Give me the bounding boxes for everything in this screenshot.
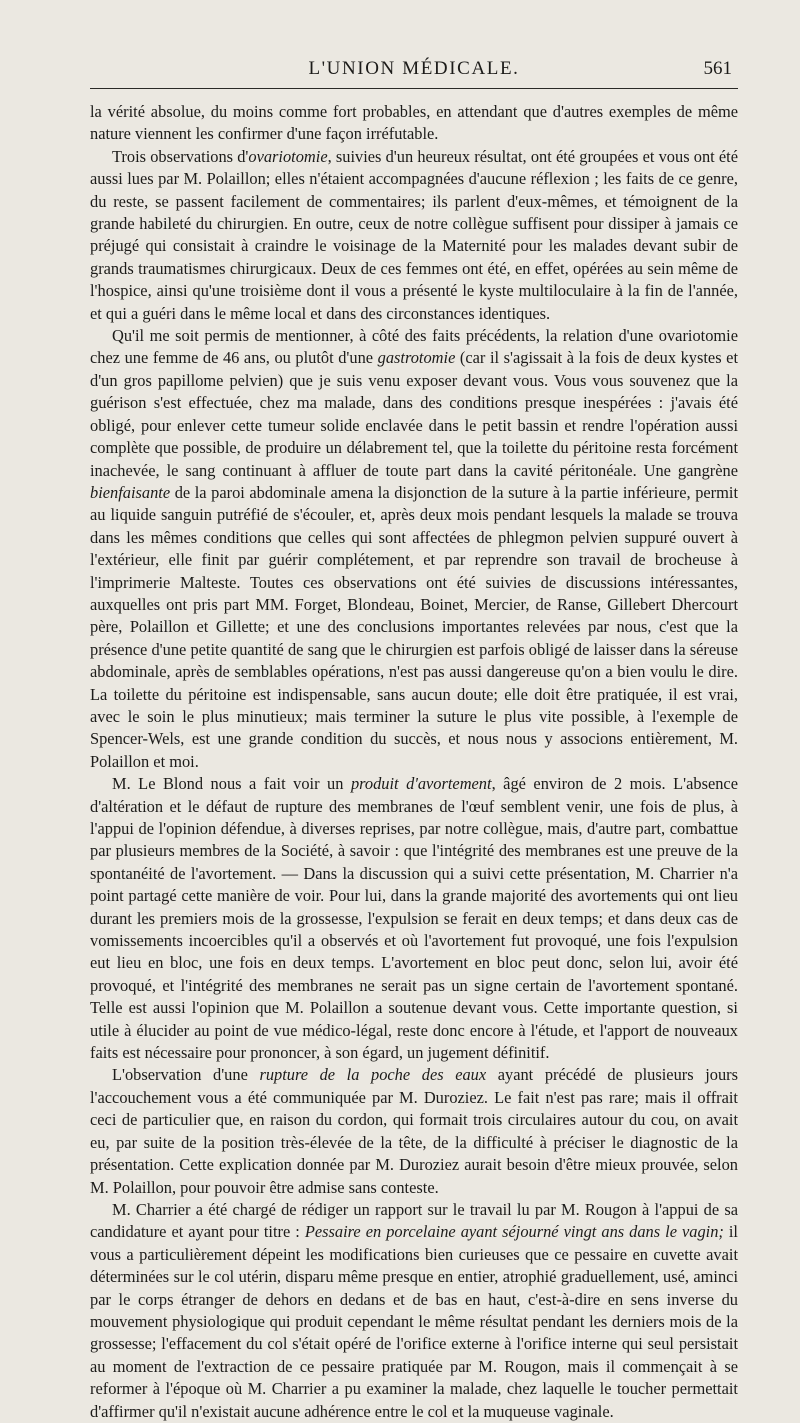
text-run: de la paroi abdominale amena la disjonction de la suture à la partie inférieure, permit au liquide sanguin putréfié de s'écouler, et, après deux mois pendant lesquels la malade se trouva dans les mêmes conditions que celles qui sont affectées de phlegmon pelvien suppuré ouvert à l'extérieur, elle finit par guérir complétement, et par reprendre son travail de brocheuse à l'imprimerie Malteste. Toutes ces observations ont été suivies de discussions intéressantes, auxquelles ont pris part MM. Forget, Blondeau, Boinet, Mercier, de Ranse, Gillebert Dhercourt père, Polaillon et Gillette; et une des conclusions importantes relevées par nous, c'est que la présence d'une petite quantité de sang que le chirurgien est parfois obligé de laisser dans la séreuse abdominale, après de semblables opérations, n'est pas aussi dangereuse qu'on a bien voulu le dire. La toilette du péritoine est indispensable, sans aucun doute; elle doit être pratiquée, il est vrai, avec le soin le plus minutieux; mais terminer la suture le plus vite possible, à l'exemple de Spencer-Wels, est une grande condition du succès, et nous nous y associons entièrement, M. Polaillon et moi. [90,482,738,771]
text-run: il vous a particulièrement dépeint les modifications bien curieuses que ce pessaire en cuvette avait déterminées sur le col utérin, disparu même presque en entier, atrophié graduellement, usé, aminci par le corps étranger de dehors en dedans et de bas en haut, c'est-à-dire en sens inverse du mouvement physiologique qui produit cependant le même résultat pendant les derniers mois de la grossesse; l'effacement du col s'était opéré de l'orifice externe à l'orifice interne qui seul persistait au moment de l'extraction de ce pessaire pratiquée par M. Rougon, mais il commençait à se reformer à l'époque où M. Charrier a pu examiner la malade, chez laquelle le toucher permettait d'affirmer qu'il n'existait aucune adhérence entre le col et la muqueuse vaginale. [90,1222,738,1421]
text-run: M. Le Blond nous a fait voir un [112,774,351,794]
paragraph [90,1199,738,1423]
italic-term: bienfaisante [90,482,171,502]
page-number: 561 [703,58,732,79]
text-run: ayant précédé de plusieurs jours l'accouchement vous a été communiquée par M. Duroziez. Le fait n'est pas rare; mais il offrait ceci de particulier que, en raison du cordon, qui formait trois circulaires autour du cou, on avait eu, par suite de la position très-élevée de la tête, de la difficulté à préciser le diagnostic de la présentation. Cette explication donnée par M. Duroziez aurait besoin d'être mieux prouvée, selon M. Polaillon, pour pouvoir être admise sans conteste. [90,1065,738,1197]
text-run: , suivies d'un heureux résultat, ont été groupées et vous ont été aussi lues par M. Polaillon; elles n'étaient accompagnées d'aucune réflexion ; les faits de ce genre, du reste, se passent facilement de commentaires; ils parlent d'eux-mêmes, et témoignent de la grande habileté du chirurgien. En outre, ceux de notre collègue suffisent pour dissiper à jamais ce préjugé qui consistait à craindre le voisinage de la Maternité pour les malades devant subir de grands traumatismes chirurgicaux. Deux de ces femmes ont été, en effet, opérées au sein même de l'hospice, ainsi qu'une troisième dont il vous a présenté le kyste multiloculaire à la fin de l'année, et qui a guéri dans le même local et dans des circonstances identiques. [90,146,738,323]
paragraph [90,1064,738,1198]
paragraph [90,146,738,325]
paragraph [90,773,738,1064]
text-run: Trois observations d' [112,146,249,166]
running-title: L'UNION MÉDICALE. [308,58,520,79]
text-run: la vérité absolue, du moins comme fort probables, en attendant que d'autres exemples de même nature viennent les confirmer d'une façon irréfutable. [90,102,738,144]
italic-term: gastrotomie [377,348,456,368]
italic-term: Pessaire en porcelaine ayant séjourné vingt ans dans le vagin; [304,1222,724,1242]
text-run: , âgé environ de 2 mois. L'absence d'altération et le défaut de rupture des membranes de l'œuf semblent venir, une fois de plus, à l'appui de l'opinion défendue, à diverses reprises, par notre collègue, mais, d'autre part, combattue par plusieurs membres de la Société, à savoir : que l'intégrité des membranes est une preuve de la spontanéité de l'avortement. — Dans la discussion qui a suivi cette présentation, M. Charrier n'a point partagé cette manière de voir. Pour lui, dans la grande majorité des avortements qui ont lieu durant les premiers mois de la grossesse, l'expulsion se ferait en deux temps; et dans deux cas de vomissements incoercibles qu'il a observés et où l'avortement fut provoqué, une fois l'expulsion eut lieu en bloc, une fois en deux temps. L'avortement en bloc peut donc, selon lui, avoir été provoqué, et l'intégrité des membranes ne serait pas un signe certain de l'avortement spontané. Telle est aussi l'opinion que M. Polaillon a soutenue devant vous. Cette importante question, si utile à élucider au point de vue médico-légal, reste donc encore à l'étude, et l'apport de nouveaux faits est nécessaire pour prononcer, à son égard, un jugement définitif. [90,774,738,1063]
italic-term: rupture de la poche des eaux [259,1065,487,1085]
italic-term: produit d'avortement [350,774,492,794]
text-run: Qu'il me soit permis de mentionner, à côté des faits précédents, la relation d'une ovariotomie chez une femme de 46 ans, ou plutôt d'une [90,326,738,368]
italic-term: ovariotomie [248,146,328,166]
page-header [90,54,738,89]
body-text [90,101,738,1423]
paragraph [90,101,738,146]
text-run: L'observation d'une [112,1065,260,1085]
paragraph [90,325,738,773]
text-run: M. Charrier a été chargé de rédiger un rapport sur le travail lu par M. Rougon à l'appui de sa candidature et ayant pour titre : [90,1199,738,1242]
text-run: (car il s'agissait à la fois de deux kystes et d'un gros papillome pelvien) que je suis venu exposer devant vous. Vous vous souvenez que la guérison s'est effectuée, chez ma malade, dans des conditions presque inespérées : j'avais été obligé, pour enlever cette tumeur solide enclavée dans le petit bassin et rendre l'opération aussi complète que possible, de produire un délabrement tel, que la toilette du péritoine resta forcément inachevée, le sang continuant à affluer de toute part dans la cavité péritonéale. Une gangrène [90,348,738,480]
